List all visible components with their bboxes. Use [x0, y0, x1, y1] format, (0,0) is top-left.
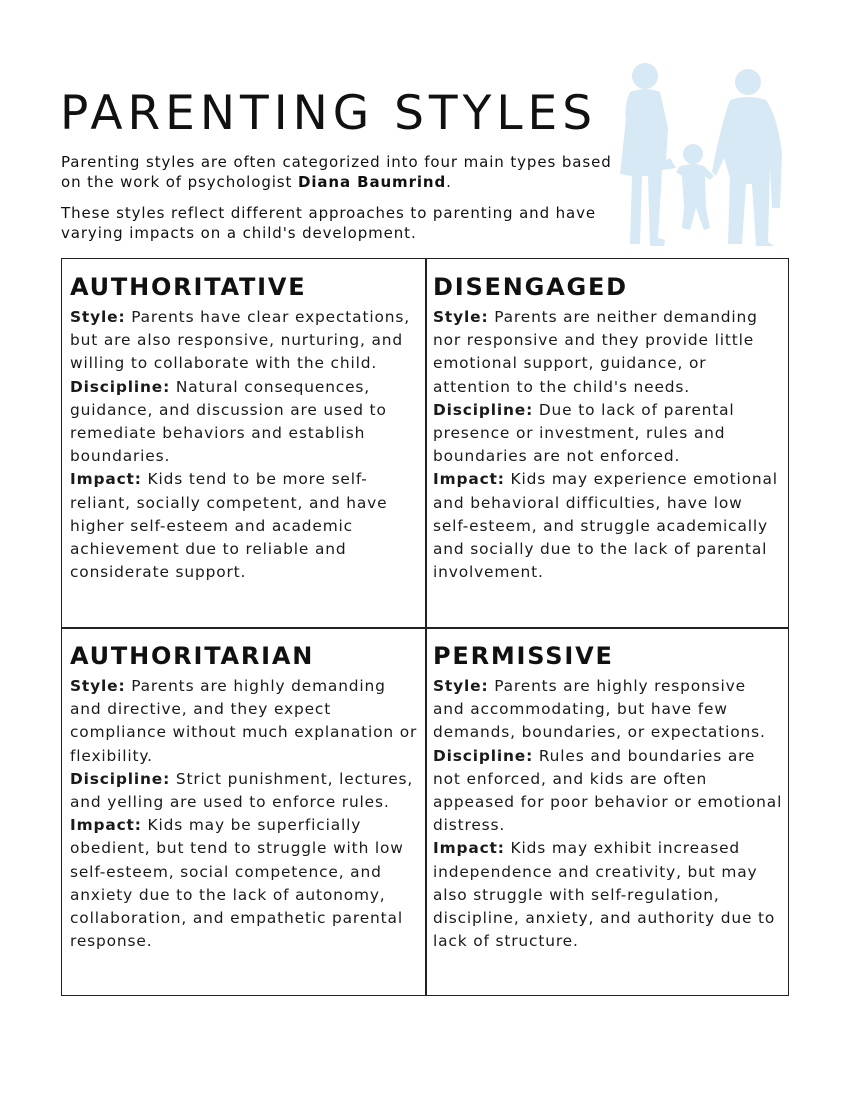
grid-horizontal-divider — [62, 627, 788, 629]
style-label: Style: — [433, 308, 489, 326]
permissive-discipline: Rules and boundaries are not enforced, and kids are often appeased for poor behavior or emotional distress. — [433, 746, 783, 835]
discipline-label: Discipline: — [433, 400, 534, 419]
cell-authoritarian — [70, 641, 420, 953]
heading-disengaged: DISENGAGED — [433, 273, 628, 301]
family-silhouette-icon — [610, 58, 805, 253]
cell-permissive — [433, 641, 783, 953]
discipline-label: Discipline: — [433, 746, 534, 765]
impact-label: Impact: — [70, 816, 142, 835]
style-label: Style: — [70, 308, 126, 326]
authoritative-impact: Kids tend to be more self-reliant, socially competent, and have higher self-esteem and academic achievement due to reliable and considerate support. — [70, 470, 388, 582]
authoritative-discipline: Natural consequences, guidance, and discussion are used to remediate behaviors and establish boundaries. — [70, 377, 387, 466]
permissive-style: Parents are highly responsive and accommodating, but have few demands, boundaries, or expectations. — [433, 677, 766, 742]
permissive-impact: Kids may exhibit increased independence and creativity, but may also struggle with self-regulation, discipline, anxiety, and authority due to lack of structure. — [433, 839, 776, 951]
authoritative-description — [70, 306, 420, 584]
disengaged-style: Parents are neither demanding nor responsive and they provide little emotional support, guidance, or attention to the child's needs. — [433, 308, 758, 396]
authoritarian-description — [70, 675, 420, 953]
intro-paragraph-1: Parenting styles are often categorized into four main types based on the work of psychologist Diana Baumrind. — [61, 153, 612, 191]
discipline-label: Discipline: — [70, 769, 171, 788]
heading-permissive: PERMISSIVE — [433, 642, 614, 670]
heading-authoritative: AUTHORITATIVE — [70, 273, 307, 301]
authoritarian-impact: Kids may be superficially obedient, but tend to struggle with low self-esteem, social competence, and anxiety due to the lack of autonomy, collaboration, and empathetic parental response. — [70, 816, 404, 951]
psychologist-name: Diana Baumrind — [297, 173, 447, 191]
permissive-description — [433, 675, 783, 953]
intro-paragraph-2: These styles reflect different approaches to parenting and have varying impacts on a child's development. — [61, 204, 597, 242]
cell-authoritative — [70, 272, 420, 584]
authoritarian-style: Parents are highly demanding and directive, and they expect compliance without much explanation or flexibility. — [70, 677, 418, 765]
discipline-label: Discipline: — [70, 377, 171, 396]
disengaged-description — [433, 306, 783, 584]
impact-label: Impact: — [433, 839, 505, 858]
authoritative-style: Parents have clear expectations, but are also responsive, nurturing, and willing to collaborate with the child. — [70, 308, 410, 373]
disengaged-discipline: Due to lack of parental presence or investment, rules and boundaries are not enforced. — [433, 400, 735, 466]
page-title: PARENTING STYLES — [60, 86, 598, 141]
disengaged-impact: Kids may experience emotional and behavioral difficulties, have low self-esteem, and struggle academically and socially due to the lack of parental involvement. — [433, 470, 778, 582]
style-label: Style: — [433, 677, 489, 695]
authoritarian-discipline: Strict punishment, lectures, and yelling are used to enforce rules. — [70, 769, 414, 812]
heading-authoritarian: AUTHORITARIAN — [70, 642, 315, 670]
style-label: Style: — [70, 677, 126, 695]
impact-label: Impact: — [433, 470, 505, 489]
impact-label: Impact: — [70, 470, 142, 489]
parenting-styles-grid — [61, 258, 789, 996]
cell-disengaged — [433, 272, 783, 584]
